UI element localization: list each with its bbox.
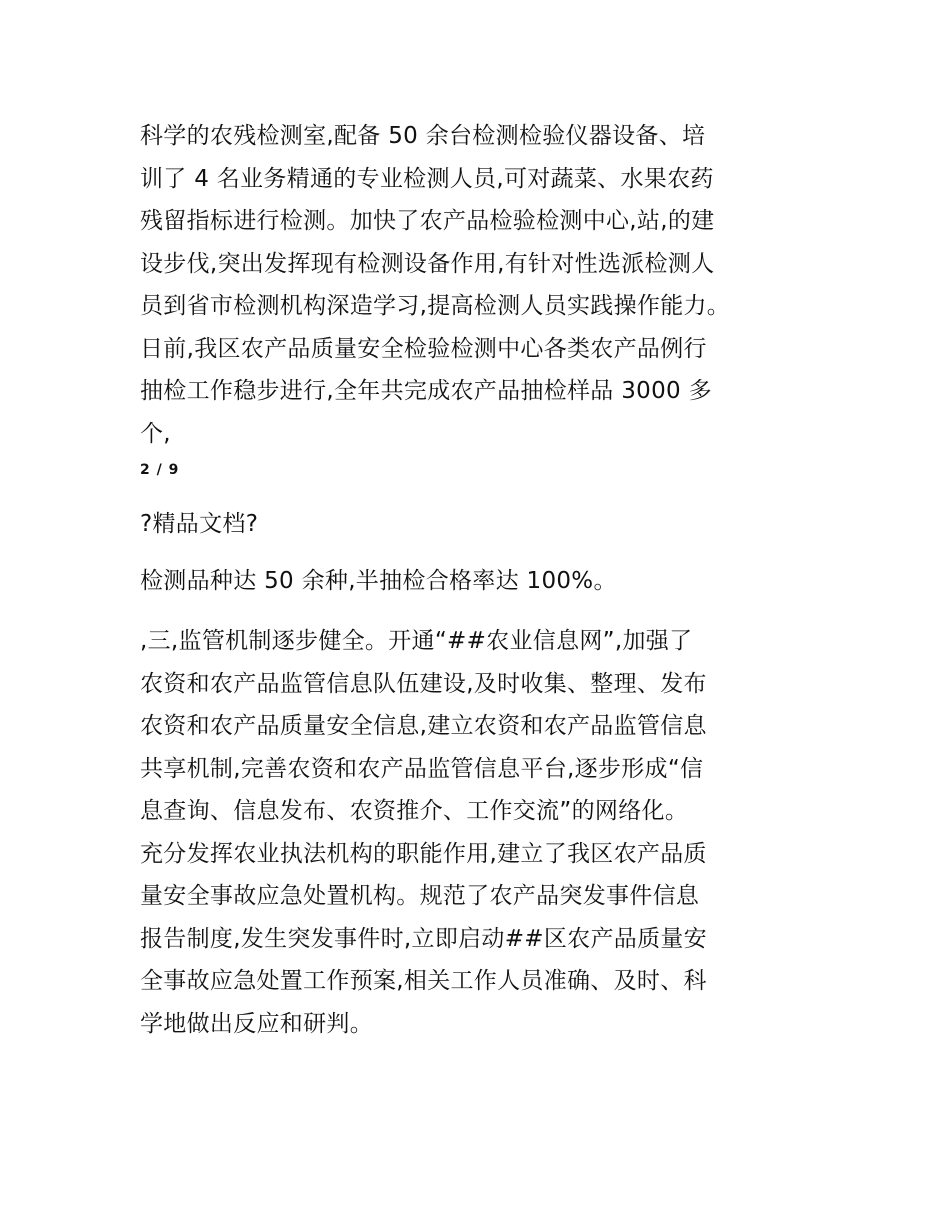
document-header-title: ?精品文档? <box>140 511 259 537</box>
paragraph-line: 农资和农产品质量安全信息,建立农资和农产品监管信息 <box>140 713 707 739</box>
page-number: 2 / 9 <box>140 462 180 478</box>
paragraph-line: 员到省市检测机构深造学习,提高检测人员实践操作能力。 <box>140 293 731 319</box>
bottom-paragraph <box>140 620 820 1045</box>
paragraph-line: 充分发挥农业执法机构的职能作用,建立了我区农产品质 <box>140 840 707 867</box>
top-paragraph <box>140 115 820 455</box>
paragraph-line: ,三,监管机制逐步健全。开通“##农业信息网”,加强了 <box>140 628 693 654</box>
paragraph-line: 抽检工作稳步进行,全年共完成农产品抽检样品 3000 多 <box>140 378 712 404</box>
paragraph-line: 农资和农产品监管信息队伍建设,及时收集、整理、发布 <box>140 670 707 697</box>
paragraph-line: 量安全事故应急处置机构。规范了农产品突发事件信息 <box>140 883 700 909</box>
paragraph-line: 息查询、信息发布、农资推介、工作交流”的网络化。 <box>140 798 689 824</box>
paragraph-line: 共享机制,完善农资和农产品监管信息平台,逐步形成“信 <box>140 755 704 782</box>
paragraph-line: 个, <box>140 420 171 447</box>
paragraph-line: 学地做出反应和研判。 <box>140 1010 373 1037</box>
paragraph-line: 科学的农残检测室,配备 50 余台检测检验仪器设备、培 <box>140 123 706 149</box>
paragraph-line: 报告制度,发生突发事件时,立即启动##区农产品质量安 <box>140 925 707 952</box>
paragraph-line: 检测品种达 50 余种,半抽检合格率达 100%。 <box>140 568 617 594</box>
paragraph-line: 日前,我区农产品质量安全检验检测中心各类农产品例行 <box>140 335 707 362</box>
middle-paragraph <box>140 560 820 603</box>
paragraph-line: 训了 4 名业务精通的专业检测人员,可对蔬菜、水果农药 <box>140 165 714 192</box>
paragraph-line: 设步伐,突出发挥现有检测设备作用,有针对性选派检测人 <box>140 250 715 277</box>
paragraph-line: 残留指标进行检测。加快了农产品检验检测中心,站,的建 <box>140 208 715 234</box>
paragraph-line: 全事故应急处置工作预案,相关工作人员准确、及时、科 <box>140 968 707 994</box>
